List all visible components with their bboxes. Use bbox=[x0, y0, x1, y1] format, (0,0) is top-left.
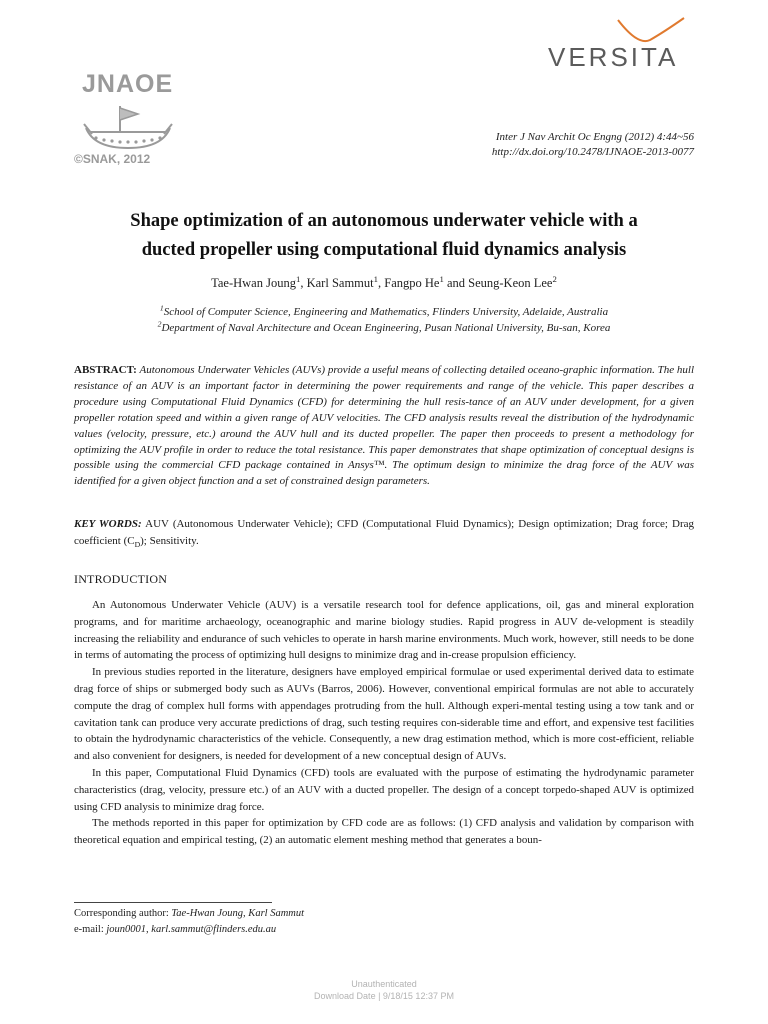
corresponding-author-names: Tae-Hwan Joung, Karl Sammut bbox=[171, 908, 305, 919]
author-name: Tae-Hwan Joung bbox=[211, 276, 296, 290]
author-email bbox=[74, 922, 304, 938]
abstract bbox=[74, 363, 694, 490]
author-name: Seung-Keon Lee bbox=[468, 276, 553, 290]
publisher-logo bbox=[548, 16, 688, 72]
author-affil-mark: 1 bbox=[295, 273, 301, 284]
author-affil-mark: 2 bbox=[552, 273, 557, 284]
author-name: Karl Sammut bbox=[306, 276, 374, 290]
email-label: e-mail: bbox=[74, 924, 107, 935]
paragraph: In this paper, Computational Fluid Dynamics (CFD) tools are evaluated with the purpose of estimating the hydrodynamic parameter characteristics (drag, velocity, pressure etc.) of an AUV with a ducted propeller. The design of a concept torpedo-shaped AUV is optimized using CFD analysis to minimize drag force. bbox=[74, 766, 694, 813]
download-watermark bbox=[0, 978, 768, 1002]
citation-journal: Inter J Nav Archit Oc Engng (2012) 4:44~56 bbox=[495, 131, 694, 143]
citation-doi: http://dx.doi.org/10.2478/IJNAOE-2013-0077 bbox=[491, 146, 694, 158]
keywords-label: KEY WORDS: bbox=[74, 518, 142, 530]
paragraph: The methods reported in this paper for optimization by CFD code are as follows: (1) CFD analysis and validation by comparison with theoretical equation and empirical testing, (2) an automatic element meshing method that generates a boun- bbox=[74, 817, 694, 847]
journal-copyright: ©SNAK, 2012 bbox=[74, 152, 151, 166]
keywords-subscript: D bbox=[134, 540, 141, 550]
introduction-body bbox=[74, 597, 694, 849]
citation-block bbox=[492, 130, 694, 160]
author-affil-mark: 1 bbox=[439, 273, 444, 284]
watermark-status: Unauthenticated bbox=[351, 979, 417, 989]
affiliations bbox=[60, 304, 708, 336]
keywords-body-end: ); Sensitivity. bbox=[140, 535, 199, 547]
paper-title-line-2: ducted propeller using computational fluid dynamics analysis bbox=[141, 240, 627, 260]
email-values: joun0001, karl.sammut@flinders.edu.au bbox=[106, 924, 277, 935]
journal-logo-text: JNAOE bbox=[82, 70, 174, 98]
footnote-divider bbox=[74, 902, 272, 903]
author-name: Fangpo He bbox=[384, 276, 440, 290]
author-list bbox=[60, 273, 708, 291]
corresponding-author-label: Corresponding author: bbox=[74, 908, 172, 919]
affiliation-1 bbox=[60, 304, 708, 320]
author-separator: , bbox=[300, 276, 307, 290]
author-conjunction: and bbox=[443, 276, 469, 290]
watermark-date: Download Date | 9/18/15 12:37 PM bbox=[314, 991, 454, 1001]
author-affil-mark: 1 bbox=[373, 273, 378, 284]
footnotes bbox=[74, 906, 304, 938]
abstract-body: Autonomous Underwater Vehicles (AUVs) provide a useful means of collecting detailed oceano-graphic information. The hull resistance of an AUV is an important factor in determining the power requirements and range of the vehicle. This paper describes a procedure using Computational Fluid Dynamics (CFD) for determining the hull resis-tance of an AUV under development, for a given propeller rotation speed and within a given range of AUV velocities. The CFD analysis results reveal the distribution of the hydrodynamic values (velocity, pressure, etc.) around the AUV hull and its ducted propeller. The paper then proceeds to present a methodology for optimizing the AUV profile in order to reduce the total resistance. This paper demonstrates that shape optimization of conceptual designs is possible using the commercial CFD package contained in Ansys™. The optimum design to minimize the drag force of the AUV was identified for a given object function and a set of constrained design parameters. bbox=[74, 364, 694, 488]
affiliation-text: School of Computer Science, Engineering and Mathematics, Flinders University, Adelaide, Australia bbox=[163, 306, 609, 318]
keywords-body: AUV (Autonomous Underwater Vehicle); CFD (Computational Fluid Dynamics); Design optimization; Drag force; Drag coefficient (C bbox=[74, 518, 695, 547]
keywords bbox=[74, 516, 694, 550]
affiliation-mark: 1 bbox=[159, 303, 164, 313]
paper-title-line-1: Shape optimization of an autonomous underwater vehicle with a bbox=[130, 211, 638, 231]
journal-logo bbox=[74, 70, 178, 168]
affiliation-mark: 2 bbox=[157, 319, 162, 329]
publisher-name: VERSITA bbox=[548, 42, 679, 72]
affiliation-2 bbox=[60, 320, 708, 336]
affiliation-text: Department of Naval Architecture and Ocean Engineering, Pusan National University, Bu-san, Korea bbox=[161, 322, 611, 334]
corresponding-author bbox=[74, 906, 304, 922]
author-separator: , bbox=[378, 276, 385, 290]
viking-ship-icon bbox=[80, 98, 176, 156]
paragraph: An Autonomous Underwater Vehicle (AUV) is a versatile research tool for defence applications, oil, gas and mineral exploration programs, and for maritime archaeology, oceanographic and marine biology studies. Rapid progress in AUV de-velopment is steadily increasing the reliability and endurance of such vehicles to operate in harsh marine environments. Much work, however, still needs to be done in terms of automating the process of optimizing hull designs to minimize drag and in-crease propulsion efficiency. bbox=[74, 599, 694, 662]
abstract-label: ABSTRACT: bbox=[74, 364, 137, 376]
paragraph: In previous studies reported in the literature, designers have employed empirical formulae or used experimental derived data to estimate drag force of ships or submerged body such as AUVs (Barros, 2006). However, conventional empirical formulas are not able to accurately compute the drag of complex hull forms with appendages protruding from the hull. Although experi-mental testing using a tow tank and or cavitation tank can produce very accurate predictions of drag, such testing requires con-siderable time and effort, and expensive test facilities to obtain the hydrodynamic characteristics of the vehicle. Consequently, a new drag estimation method, which is more cost-efficient, reliable and also convenient for designers, is needed for development of a new conceptual design of AUVs. bbox=[74, 666, 694, 763]
section-heading: INTRODUCTION bbox=[74, 572, 168, 586]
paper-title bbox=[60, 207, 708, 265]
